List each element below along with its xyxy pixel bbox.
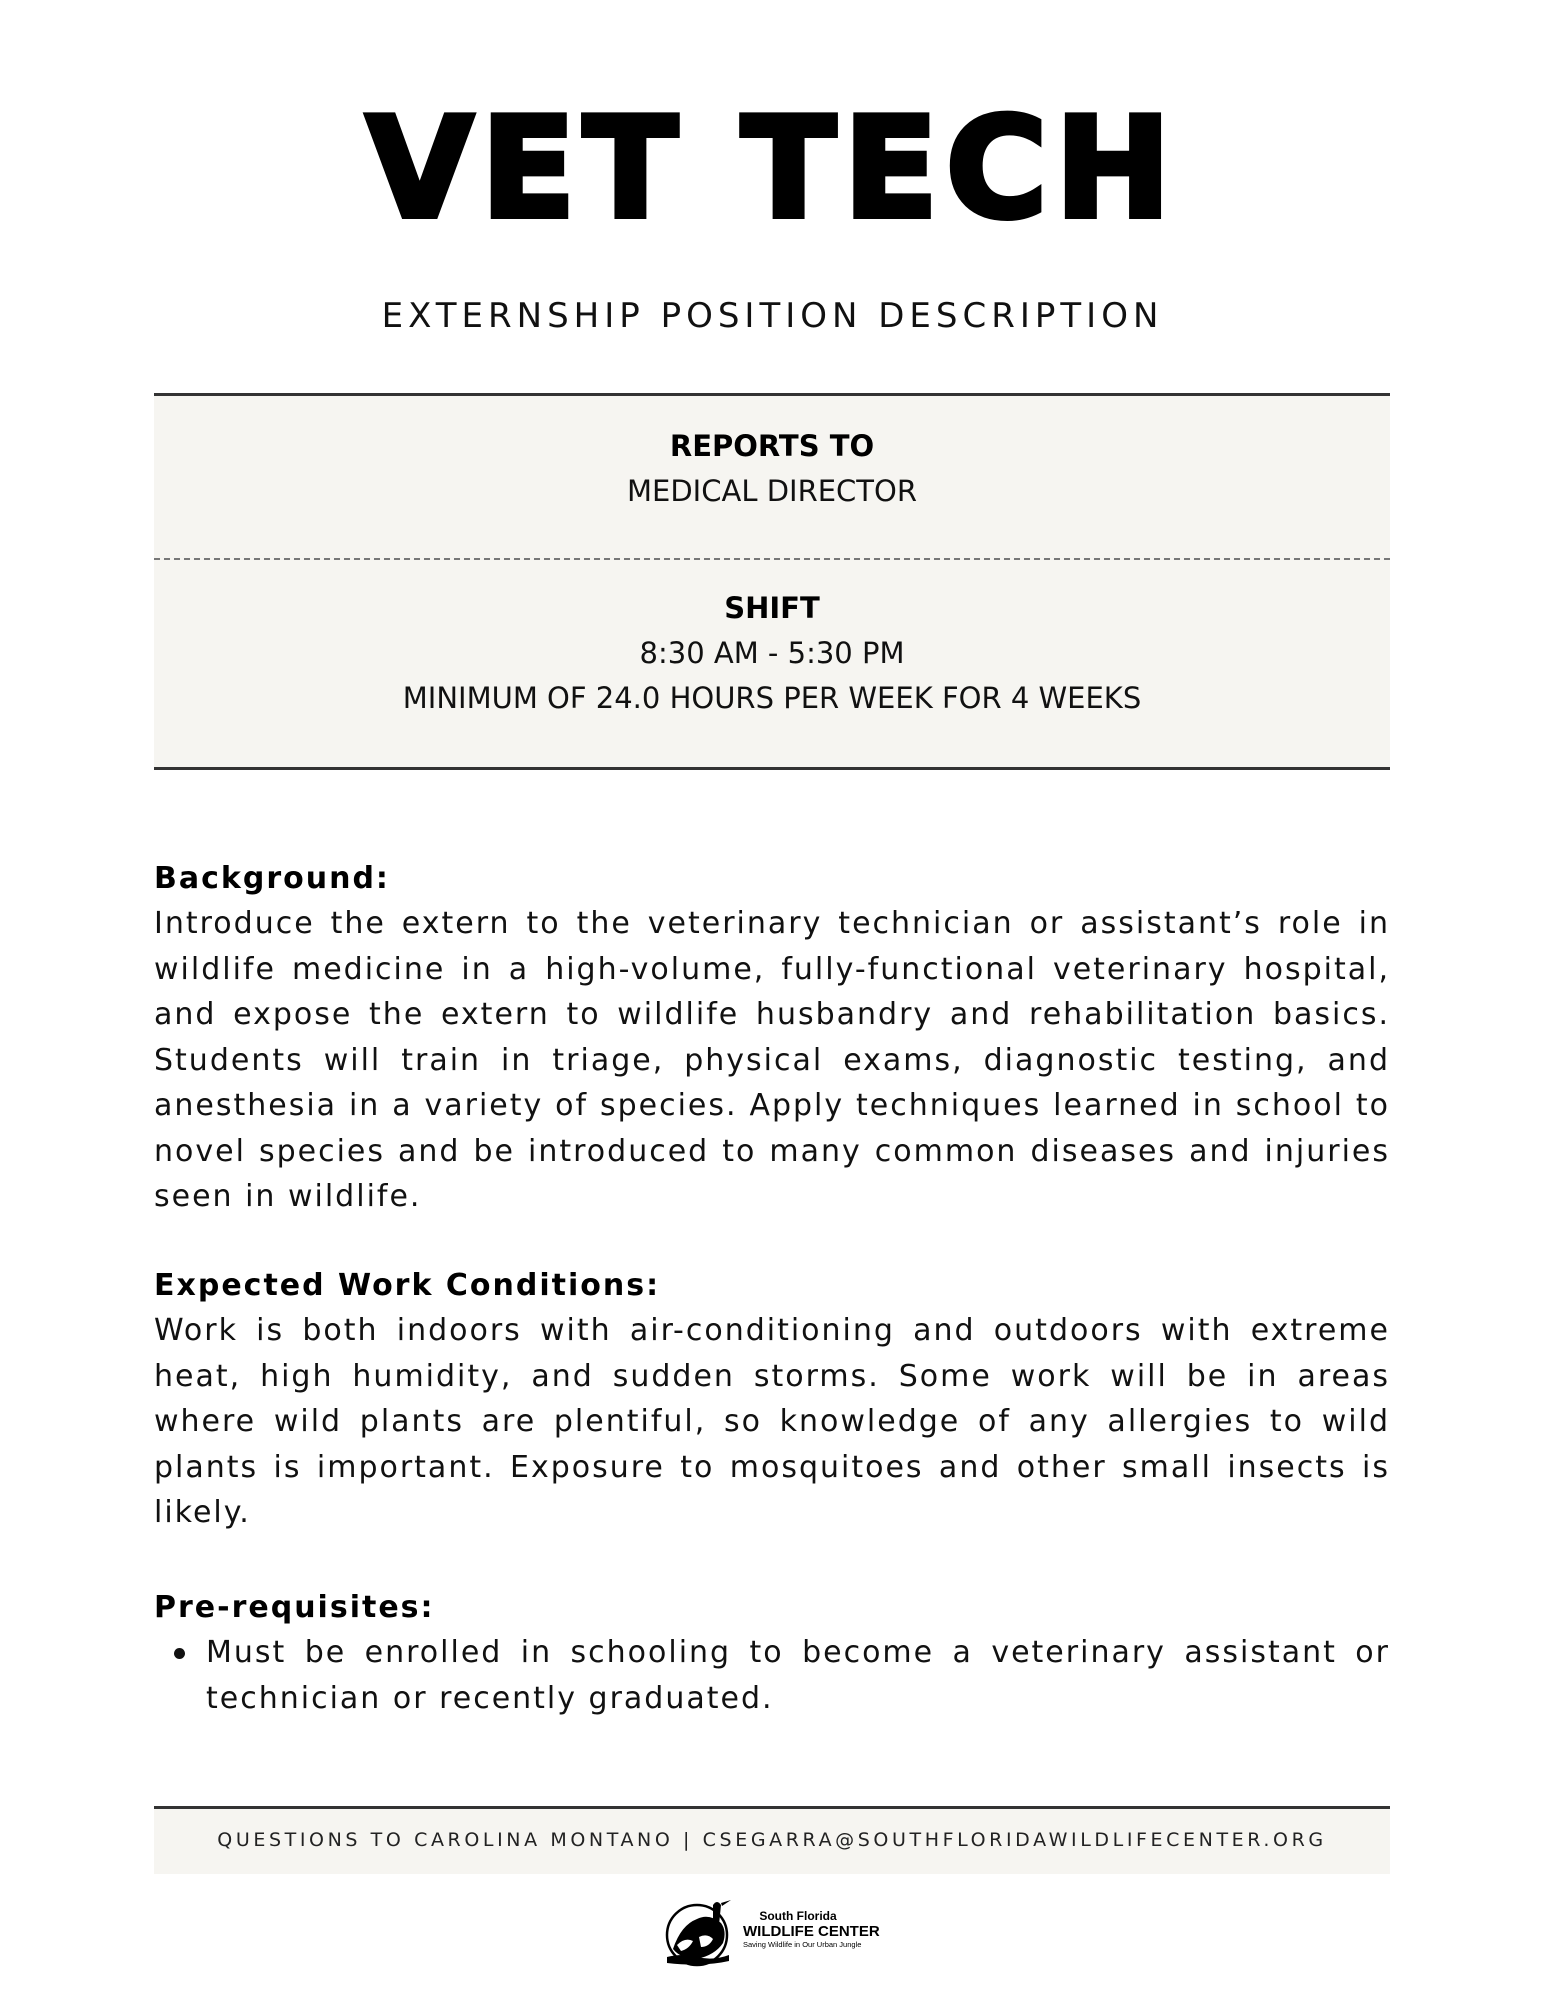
prerequisites-heading: Pre-requisites: <box>154 1590 435 1625</box>
work-conditions-section <box>154 1263 1390 1536</box>
work-conditions-text: Work is both indoors with air-conditioning and outdoors with extreme heat, high humidity, and sudden storms. Some work will be in areas where wild plants are plentiful, so knowledge of any allergies to wild plants is important. Exposure to mosquitoes and other small insects is likely. <box>154 1313 1390 1530</box>
reports-to-label: REPORTS TO <box>669 429 875 463</box>
prerequisites-list <box>154 1630 1390 1721</box>
prerequisite-text: Must be enrolled in schooling to become a veterinary assistant or technician or recently graduated. <box>206 1635 1390 1716</box>
shift-label: SHIFT <box>724 591 820 625</box>
background-heading: Background: <box>154 861 390 896</box>
wildlife-silhouette-icon <box>663 1897 739 1967</box>
logo-line-1: South Florida <box>759 1909 837 1923</box>
reports-to-value: MEDICAL DIRECTOR <box>627 474 917 508</box>
background-text: Introduce the extern to the veterinary technician or assistant’s role in wildlife medicine in a high-volume, fully-functional veterinary hospital, and expose the extern to wildlife husbandry and rehabilitation basics. Students will train in triage, physical exams, diagnostic testing, and anesthesia in a variety of species. Apply techniques learned in school to novel species and be introduced to many common diseases and injuries seen in wildlife. <box>154 906 1390 1214</box>
shift-hours: 8:30 AM - 5:30 PM <box>639 636 905 670</box>
info-box <box>154 393 1390 770</box>
dashed-divider <box>154 558 1390 560</box>
prerequisites-section <box>154 1585 1390 1721</box>
organization-logo <box>663 1897 883 1967</box>
logo-text <box>743 1909 880 1950</box>
reports-to-section <box>154 424 1390 514</box>
work-conditions-heading: Expected Work Conditions: <box>154 1268 661 1303</box>
background-section <box>154 856 1390 1220</box>
shift-section <box>154 586 1390 721</box>
bullet-icon <box>174 1648 185 1659</box>
logo-line-2: WILDLIFE CENTER <box>743 1923 880 1940</box>
page-subtitle: EXTERNSHIP POSITION DESCRIPTION <box>381 296 1164 336</box>
logo-line-3: Saving Wildlife in Our Urban Jungle <box>743 1940 862 1949</box>
footer-contact: QUESTIONS TO CAROLINA MONTANO | CSEGARRA@SOUTHFLORIDAWILDLIFECENTER.ORG <box>154 1806 1390 1874</box>
page-title: VET TECH <box>366 88 1179 249</box>
shift-minimum: MINIMUM OF 24.0 HOURS PER WEEK FOR 4 WEEKS <box>402 681 1142 715</box>
list-item <box>154 1630 1390 1721</box>
